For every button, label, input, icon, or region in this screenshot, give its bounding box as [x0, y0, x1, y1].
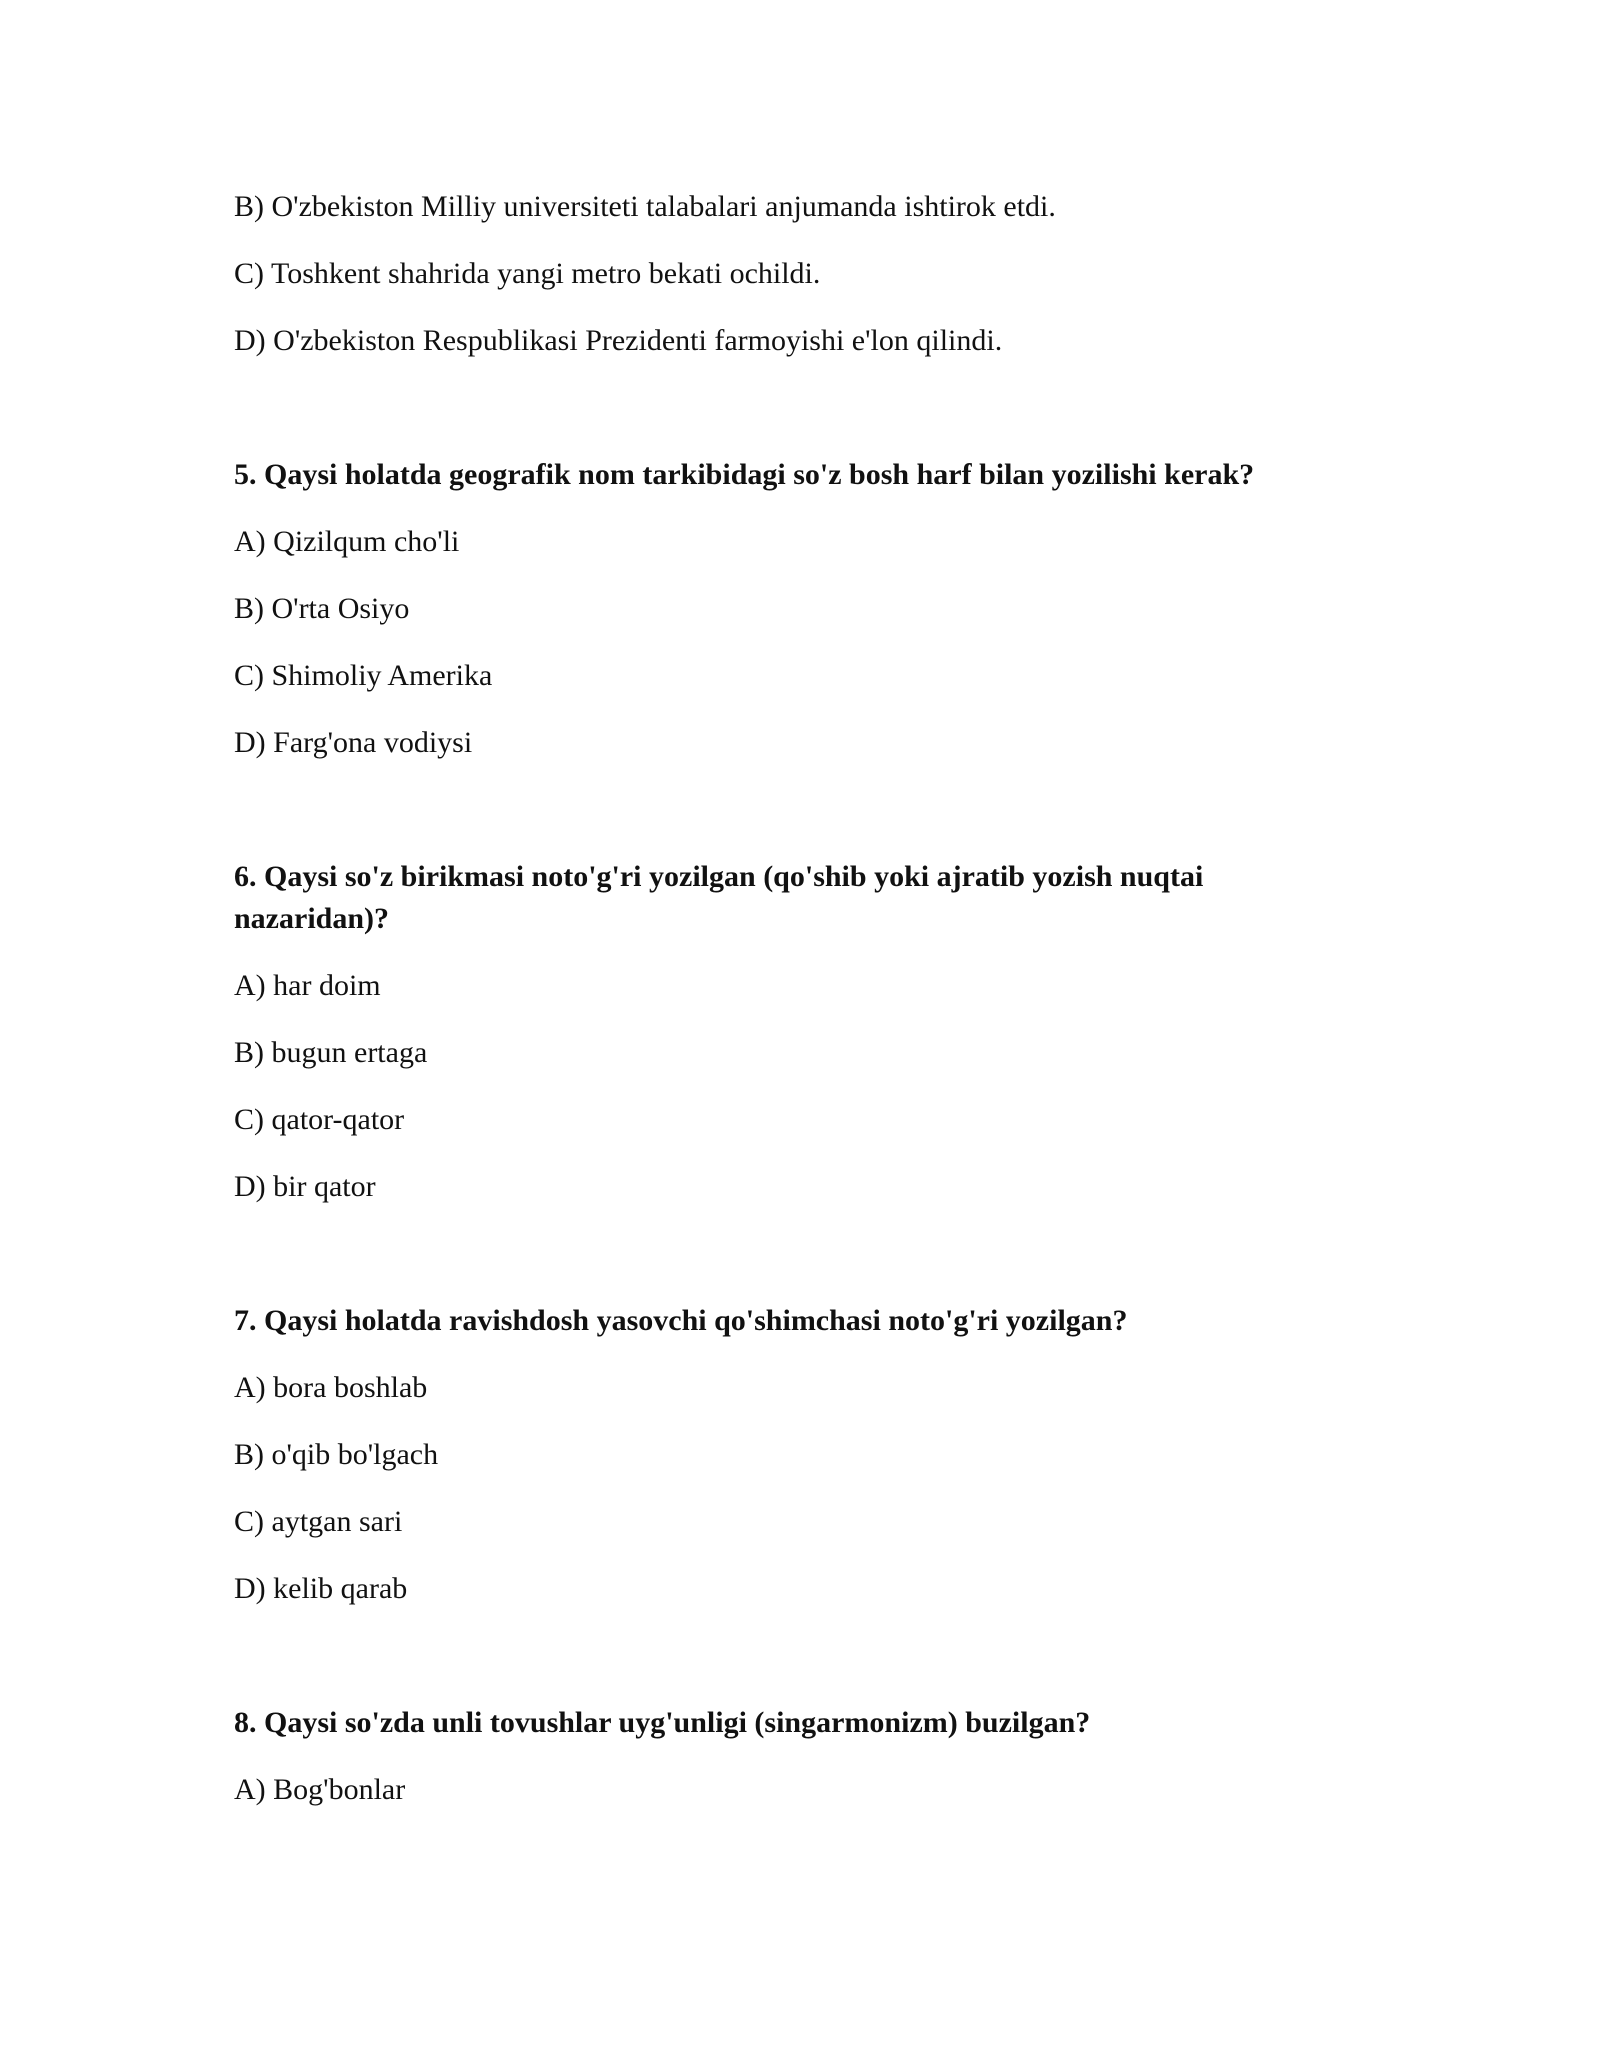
- option-d: D) kelib qarab: [234, 1572, 408, 1605]
- option-b: B) bugun ertaga: [234, 1036, 428, 1069]
- question-text: 5. Qaysi holatda geografik nom tarkibidagi so'z bosh harf bilan yozilishi kerak?: [234, 458, 1255, 491]
- question-6: [234, 856, 1354, 1208]
- spacer: [234, 1635, 1354, 1702]
- question-text: [234, 856, 1354, 940]
- option-c: C) aytgan sari: [234, 1505, 403, 1538]
- spacer: [234, 789, 1354, 856]
- spacer: [234, 1233, 1354, 1300]
- option-a: A) Qizilqum cho'li: [234, 525, 460, 558]
- question-text-line-2: nazaridan)?: [234, 902, 390, 935]
- question-4-continuation: [234, 186, 1354, 362]
- option-a: A) har doim: [234, 969, 381, 1002]
- option-c: C) Toshkent shahrida yangi metro bekati ochildi.: [234, 257, 821, 290]
- option-d: D) bir qator: [234, 1170, 376, 1203]
- option-d: D) Farg'ona vodiysi: [234, 726, 473, 759]
- spacer: [234, 387, 1354, 454]
- option-c: C) Shimoliy Amerika: [234, 659, 493, 692]
- option-b: B) o'qib bo'lgach: [234, 1438, 439, 1471]
- option-a: A) bora boshlab: [234, 1371, 428, 1404]
- question-text: 8. Qaysi so'zda unli tovushlar uyg'unligi (singarmonizm) buzilgan?: [234, 1706, 1091, 1739]
- question-5: [234, 454, 1354, 764]
- option-b: B) O'zbekiston Milliy universiteti talabalari anjumanda ishtirok etdi.: [234, 190, 1056, 223]
- question-8: [234, 1702, 1354, 1811]
- question-text-line-1: 6. Qaysi so'z birikmasi noto'g'ri yozilgan (qo'shib yoki ajratib yozish nuqtai: [234, 860, 1204, 893]
- document-page: [234, 186, 1354, 1836]
- option-a: A) Bog'bonlar: [234, 1773, 406, 1806]
- question-7: [234, 1300, 1354, 1610]
- option-b: B) O'rta Osiyo: [234, 592, 410, 625]
- option-c: C) qator-qator: [234, 1103, 405, 1136]
- question-text: 7. Qaysi holatda ravishdosh yasovchi qo'shimchasi noto'g'ri yozilgan?: [234, 1304, 1128, 1337]
- option-d: D) O'zbekiston Respublikasi Prezidenti farmoyishi e'lon qilindi.: [234, 324, 1003, 357]
